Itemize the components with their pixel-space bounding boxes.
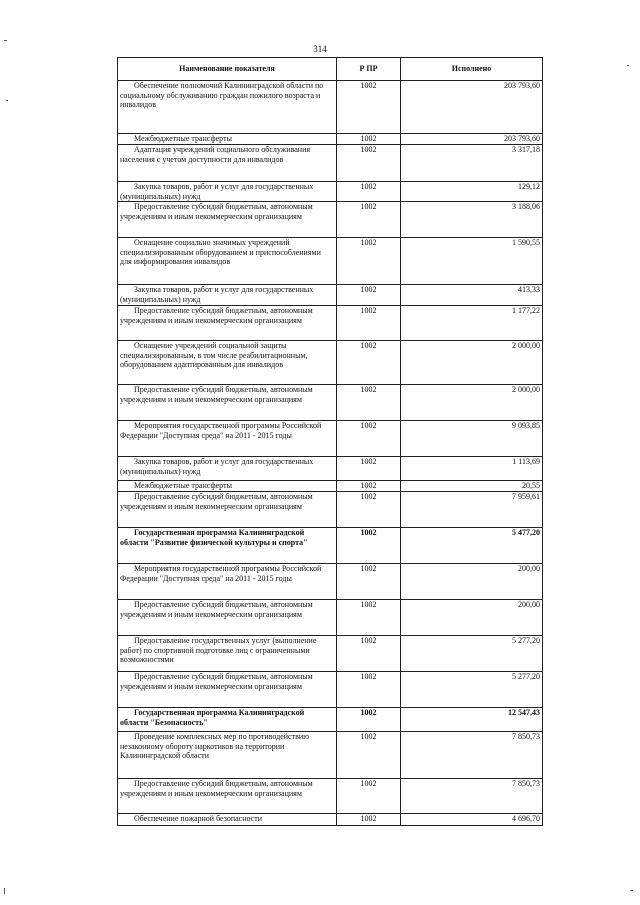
row-value: 5 477,20 (401, 528, 543, 564)
row-name: Предоставление субсидий бюджетным, автономным учреждениям и иным некоммерческим организациям (118, 672, 337, 708)
table-row (118, 779, 543, 814)
header-value: Исполнено (401, 58, 543, 81)
row-value: 129,12 (401, 182, 543, 202)
row-code: 1002 (337, 564, 401, 600)
row-name: Мероприятия государственной программы Российской Федерации "Доступная среда" на 2011 - 2015 годы (118, 421, 337, 457)
row-value: 7 850,73 (401, 779, 543, 814)
row-name: Предоставление субсидий бюджетным, автономным учреждениям и иным некоммерческим организациям (118, 385, 337, 421)
row-value: 1 590,55 (401, 238, 543, 285)
row-value: 5 277,20 (401, 636, 543, 672)
table-row (118, 238, 543, 285)
scan-mark (630, 890, 633, 891)
row-name: Предоставление субсидий бюджетным, автономным учреждениям и иным некоммерческим организациям (118, 492, 337, 528)
scan-mark (627, 65, 629, 66)
row-value: 12 547,43 (401, 708, 543, 732)
row-value: 3 188,06 (401, 202, 543, 238)
row-value: 5 277,20 (401, 672, 543, 708)
table-body (118, 81, 543, 826)
row-name: Межбюджетные трансферты (118, 134, 337, 145)
row-code: 1002 (337, 779, 401, 814)
row-name: Оснащение учреждений социальной защиты специализированным, в том числе реабилитационным, оборудованием адаптированным для инвалидов (118, 341, 337, 385)
row-name: Предоставление государственных услуг (выполнение работ) по спортивной подготовке лиц с ограниченными возможностями (118, 636, 337, 672)
row-code: 1002 (337, 492, 401, 528)
row-code: 1002 (337, 708, 401, 732)
row-code: 1002 (337, 306, 401, 341)
row-name: Государственная программа Калининградской области "Безопасность" (118, 708, 337, 732)
table-row (118, 145, 543, 182)
row-name: Обеспечение пожарной безопасности (118, 814, 337, 826)
row-value: 203 793,60 (401, 134, 543, 145)
row-value: 4 696,70 (401, 814, 543, 826)
table-row (118, 341, 543, 385)
header-name: Наименование показателя (118, 58, 337, 81)
scan-mark (4, 888, 5, 894)
row-value: 7 850,73 (401, 732, 543, 779)
row-code: 1002 (337, 341, 401, 385)
budget-table (117, 57, 543, 826)
table-row (118, 708, 543, 732)
row-name: Оснащение социально значимых учреждений специализированным оборудованием и приспособлениями для информирования инвалидов (118, 238, 337, 285)
table-row (118, 306, 543, 341)
row-code: 1002 (337, 814, 401, 826)
row-name: Проведение комплексных мер по противодействию незаконному обороту наркотиков на территории Калининградской области (118, 732, 337, 779)
table-row (118, 814, 543, 826)
row-name: Закупка товаров, работ и услуг для государственных (муниципальных) нужд (118, 457, 337, 481)
row-code: 1002 (337, 134, 401, 145)
row-code: 1002 (337, 182, 401, 202)
row-name: Межбюджетные трансферты (118, 481, 337, 492)
row-name: Предоставление субсидий бюджетным, автономным учреждениям и иным некоммерческим организациям (118, 202, 337, 238)
row-value: 7 959,61 (401, 492, 543, 528)
page-number: 314 (313, 44, 327, 54)
row-code: 1002 (337, 285, 401, 306)
row-code: 1002 (337, 81, 401, 134)
row-name: Мероприятия государственной программы Российской Федерации "Доступная среда" на 2011 - 2015 годы (118, 564, 337, 600)
row-value: 203 793,60 (401, 81, 543, 134)
row-code: 1002 (337, 528, 401, 564)
table-header-row (118, 58, 543, 81)
row-code: 1002 (337, 421, 401, 457)
row-code: 1002 (337, 636, 401, 672)
row-code: 1002 (337, 457, 401, 481)
table-row (118, 202, 543, 238)
table-row (118, 285, 543, 306)
row-value: 413,33 (401, 285, 543, 306)
row-value: 1 113,69 (401, 457, 543, 481)
table-row (118, 732, 543, 779)
table-row (118, 672, 543, 708)
table-row (118, 564, 543, 600)
row-value: 1 177,22 (401, 306, 543, 341)
table-row (118, 182, 543, 202)
row-code: 1002 (337, 600, 401, 636)
row-code: 1002 (337, 238, 401, 285)
table-row (118, 385, 543, 421)
row-value: 20,55 (401, 481, 543, 492)
header-code: Р ПР (337, 58, 401, 81)
row-name: Предоставление субсидий бюджетным, автономным учреждениям и иным некоммерческим организациям (118, 600, 337, 636)
row-name: Предоставление субсидий бюджетным, автономным учреждениям и иным некоммерческим организациям (118, 779, 337, 814)
table-row (118, 600, 543, 636)
row-code: 1002 (337, 672, 401, 708)
scan-mark (4, 40, 7, 41)
row-name: Государственная программа Калининградской области "Развитие физической культуры и спорта" (118, 528, 337, 564)
table-row (118, 492, 543, 528)
row-code: 1002 (337, 481, 401, 492)
row-name: Закупка товаров, работ и услуг для государственных (муниципальных) нужд (118, 182, 337, 202)
row-name: Адаптация учреждений социального обслуживания населения с учетом доступности для инвалидов (118, 145, 337, 182)
row-code: 1002 (337, 385, 401, 421)
row-name: Обеспечение полномочий Калининградской области по социальному обслуживанию граждан пожилого возраста и инвалидов (118, 81, 337, 134)
row-value: 2 000,00 (401, 385, 543, 421)
row-name: Закупка товаров, работ и услуг для государственных (муниципальных) нужд (118, 285, 337, 306)
table-row (118, 81, 543, 134)
row-value: 200,00 (401, 600, 543, 636)
table-row (118, 528, 543, 564)
row-value: 9 093,85 (401, 421, 543, 457)
row-value: 2 000,00 (401, 341, 543, 385)
table-row (118, 421, 543, 457)
row-value: 3 317,18 (401, 145, 543, 182)
table-row (118, 481, 543, 492)
row-code: 1002 (337, 145, 401, 182)
row-code: 1002 (337, 202, 401, 238)
row-name: Предоставление субсидий бюджетным, автономным учреждениям и иным некоммерческим организациям (118, 306, 337, 341)
table-row (118, 134, 543, 145)
row-value: 200,00 (401, 564, 543, 600)
scan-mark (6, 100, 8, 101)
table-row (118, 636, 543, 672)
table-row (118, 457, 543, 481)
row-code: 1002 (337, 732, 401, 779)
